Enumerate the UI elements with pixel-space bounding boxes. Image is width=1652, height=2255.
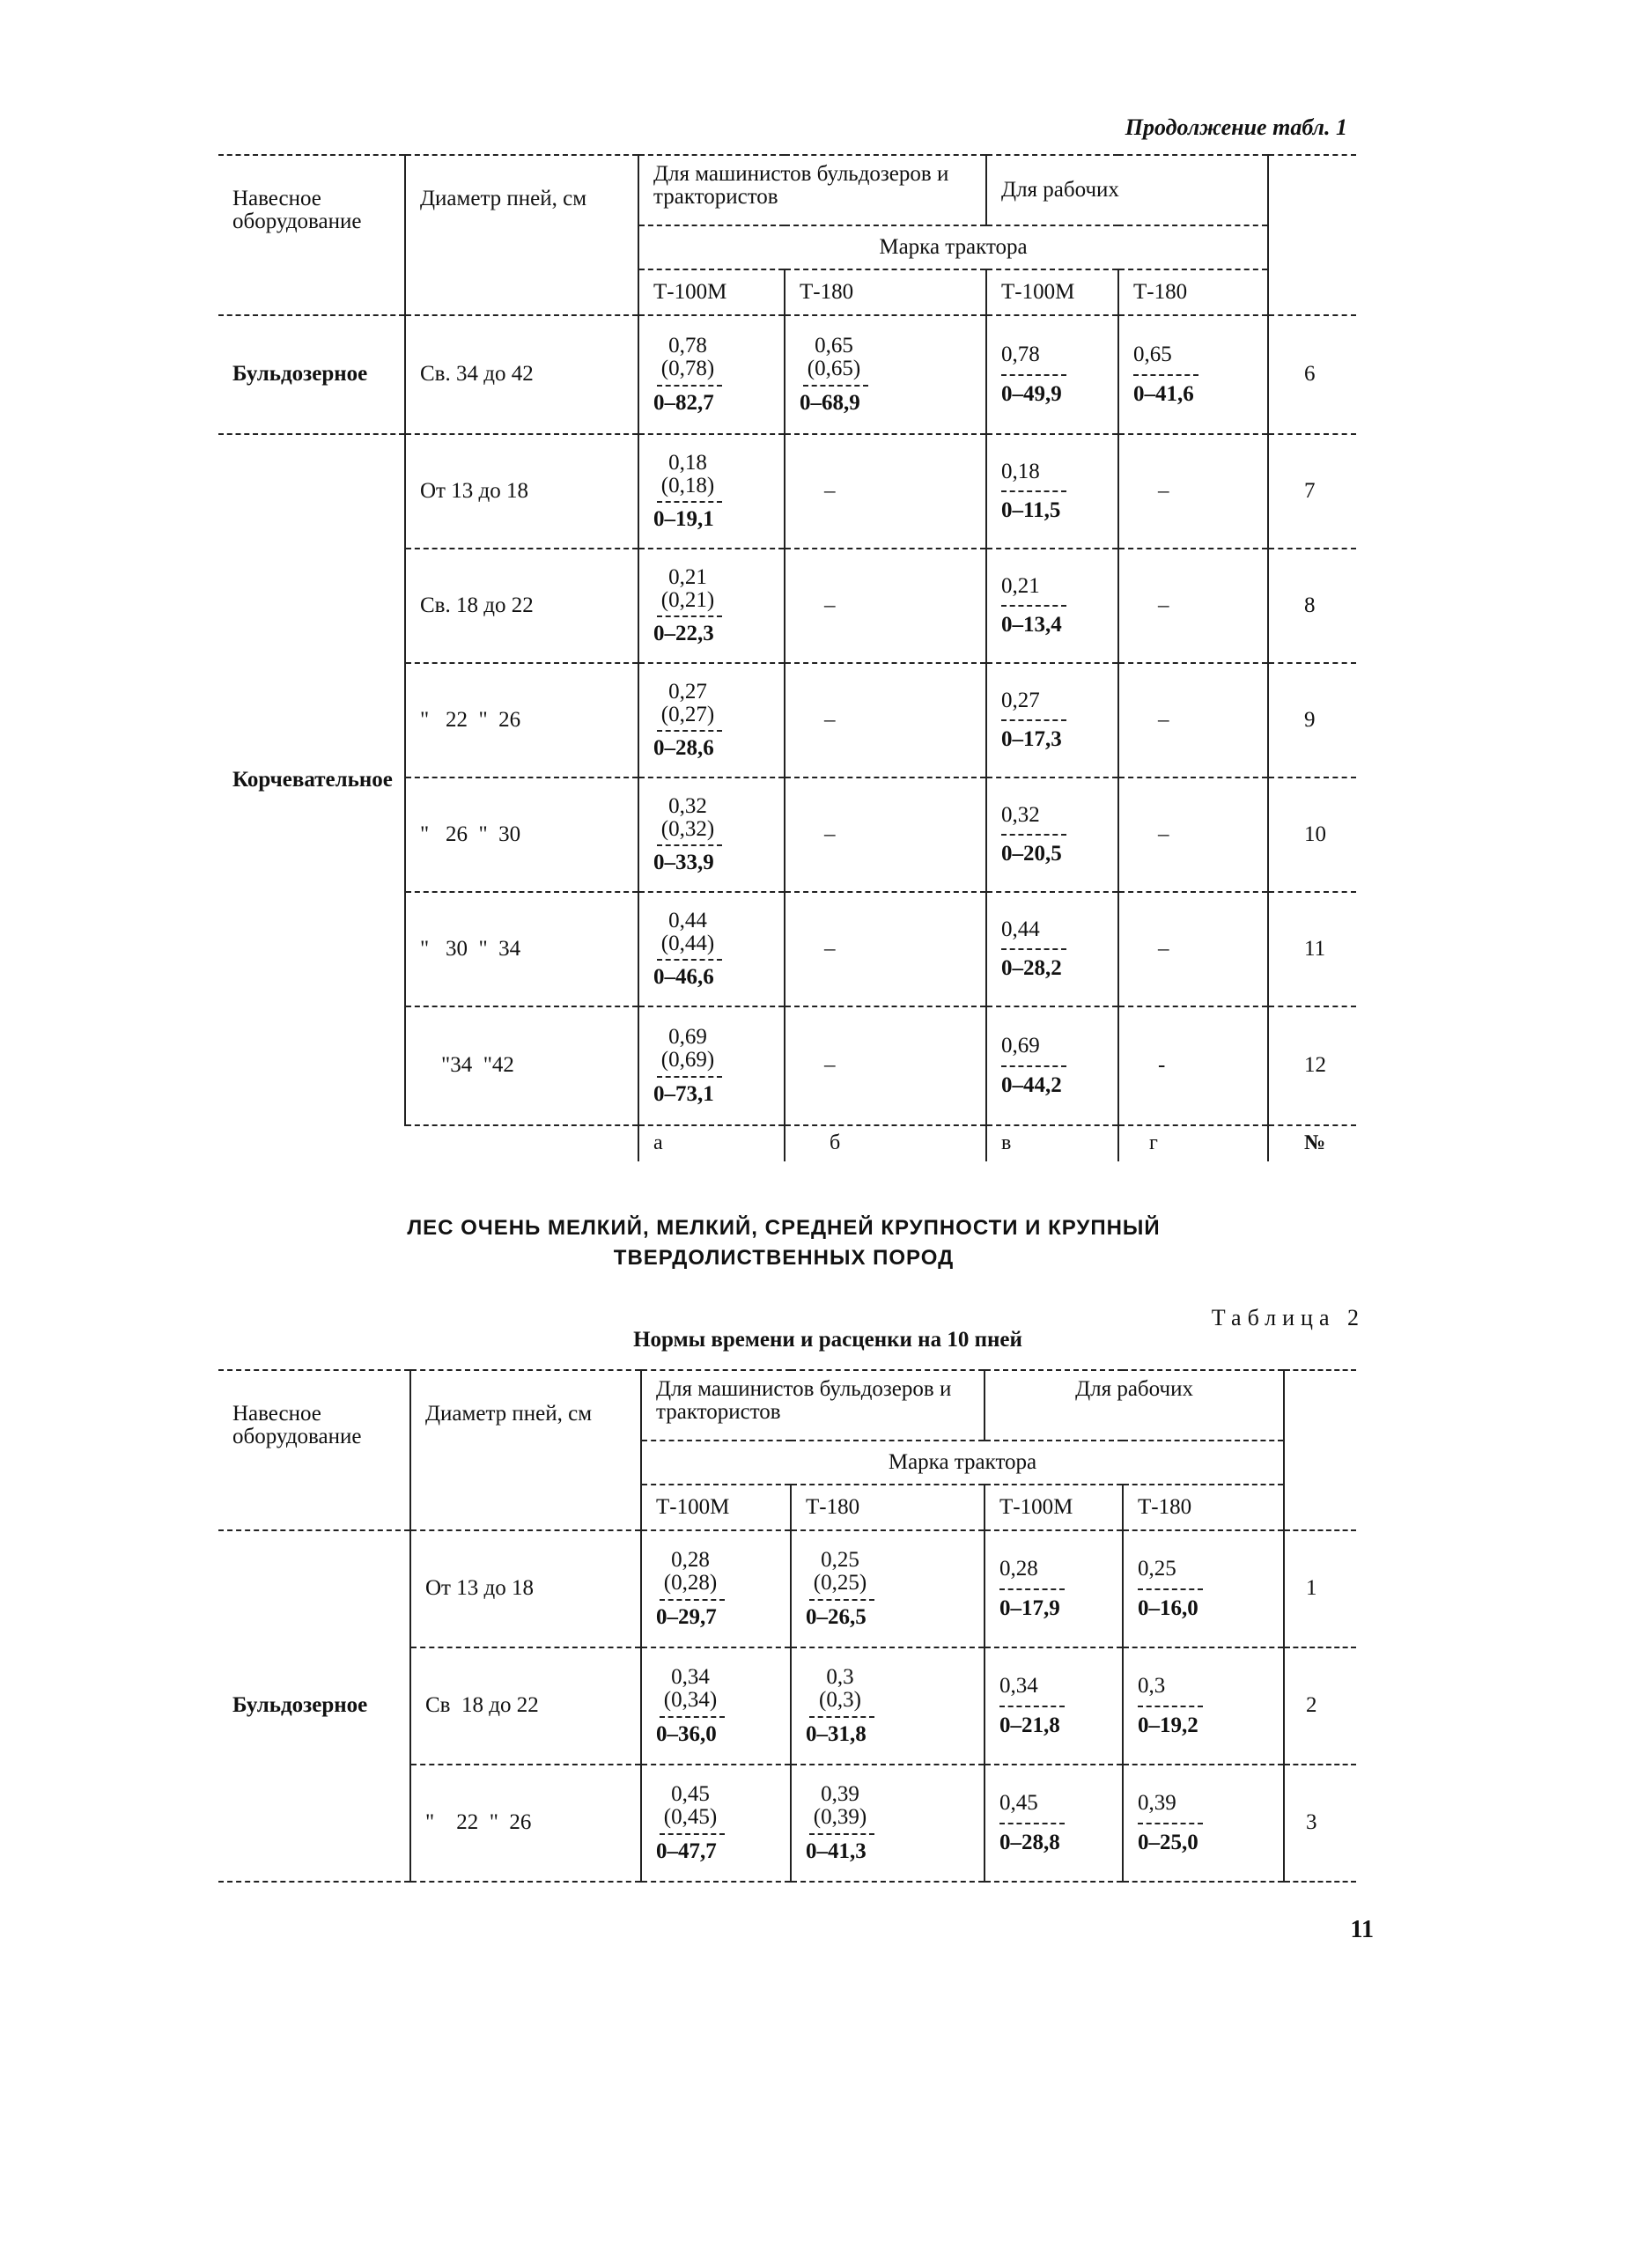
rate-value: 0,28 <box>671 1548 710 1573</box>
price-value: 0–47,7 <box>656 1839 717 1863</box>
fraction-divider <box>660 1716 725 1718</box>
rate-value: 0,44 <box>668 908 707 932</box>
price-value: 0–41,6 <box>1133 381 1194 406</box>
diameter-cell: "34 "42 <box>405 1006 638 1125</box>
diameter-cell: Св. 18 до 22 <box>405 549 638 663</box>
value-cell <box>986 434 1118 549</box>
value-cell <box>986 892 1118 1006</box>
fraction-divider <box>1138 1823 1203 1824</box>
diameter-cell: От 13 до 18 <box>410 1530 641 1647</box>
price-value: 0–11,5 <box>1001 498 1061 522</box>
price-value: 0–73,1 <box>653 1081 714 1106</box>
rate-value: 0,25 <box>821 1548 859 1573</box>
price-value: 0–25,0 <box>1138 1830 1198 1854</box>
rate-value: 0,65 <box>815 334 853 358</box>
fraction-divider <box>1001 834 1066 836</box>
price-value: 0–33,9 <box>653 851 714 875</box>
diameter-cell: Св 18 до 22 <box>410 1647 641 1765</box>
price-value: 0–82,7 <box>653 390 714 415</box>
value-cell <box>985 1765 1123 1882</box>
fraction-divider <box>803 385 868 387</box>
rate-value: 0,18 <box>668 450 707 475</box>
value-cell <box>641 1530 791 1647</box>
continuation-note: Продолжение табл. 1 <box>1125 114 1347 140</box>
section-title-line: ТВЕРДОЛИСТВЕННЫХ ПОРОД <box>613 1246 955 1270</box>
fraction-divider <box>657 959 722 961</box>
price-value: 0–46,6 <box>653 965 714 990</box>
header-t180: Т-180 <box>791 1485 985 1530</box>
fraction-divider <box>657 385 722 387</box>
value-cell <box>1123 1647 1284 1765</box>
rate-value: 0,44 <box>1001 917 1040 941</box>
row-number: 10 <box>1268 777 1356 892</box>
table-caption: Нормы времени и расценки на 10 пней <box>633 1328 1022 1352</box>
value-cell <box>791 1647 985 1765</box>
row-number: 12 <box>1268 1006 1356 1125</box>
fraction-divider <box>999 1588 1065 1590</box>
dash-cell: – <box>785 1006 986 1125</box>
price-value: 0–21,8 <box>999 1713 1060 1737</box>
price-value: 0–44,2 <box>1001 1072 1062 1097</box>
table-header-row <box>218 1370 1356 1441</box>
rate-value: 0,32 <box>668 793 707 818</box>
value-cell <box>985 1647 1123 1765</box>
value-cell <box>1118 315 1268 434</box>
fraction-divider <box>1001 490 1066 492</box>
value-cell <box>986 663 1118 777</box>
norms-table-1 <box>218 154 1356 1161</box>
column-letters-row <box>218 1125 1356 1161</box>
fraction-divider <box>1138 1706 1203 1707</box>
row-number: 7 <box>1268 434 1356 549</box>
blank-cell <box>218 1125 405 1161</box>
rate-value-paren: (0,65) <box>807 357 861 381</box>
price-value: 0–29,7 <box>656 1604 717 1629</box>
price-value: 0–22,3 <box>653 622 714 646</box>
table-row <box>218 315 1356 434</box>
rate-value-paren: (0,32) <box>660 816 715 841</box>
rate-value-paren: (0,45) <box>663 1805 718 1830</box>
column-letter: г <box>1118 1125 1268 1161</box>
price-value: 0–26,5 <box>806 1604 867 1629</box>
rate-value-paren: (0,28) <box>663 1571 718 1595</box>
dash-cell: – <box>785 434 986 549</box>
section-title <box>264 1213 1303 1273</box>
rate-value-paren: (0,25) <box>813 1571 867 1595</box>
dash-cell: – <box>785 892 986 1006</box>
fraction-divider <box>660 1833 725 1835</box>
price-value: 0–41,3 <box>806 1839 867 1863</box>
header-equipment: Навесное оборудование <box>218 1370 410 1530</box>
price-value: 0–19,1 <box>653 507 714 532</box>
fraction-divider <box>657 615 722 617</box>
rate-value: 0,78 <box>1001 343 1040 367</box>
fraction-divider <box>657 1076 722 1078</box>
row-number: 8 <box>1268 549 1356 663</box>
fraction-divider <box>1133 374 1198 376</box>
rate-value-paren: (0,27) <box>660 702 715 726</box>
value-cell <box>986 315 1118 434</box>
header-t180: Т-180 <box>785 269 986 315</box>
value-cell <box>785 315 986 434</box>
header-number-col <box>1284 1370 1356 1530</box>
diameter-cell: От 13 до 18 <box>405 434 638 549</box>
row-number: 6 <box>1268 315 1356 434</box>
price-value: 0–17,9 <box>999 1595 1060 1620</box>
rate-value: 0,69 <box>1001 1034 1040 1058</box>
price-value: 0–16,0 <box>1138 1595 1198 1620</box>
header-number-col <box>1268 155 1356 315</box>
diameter-cell: " 26 " 30 <box>405 777 638 892</box>
rate-value: 0,3 <box>1138 1674 1166 1699</box>
blank-cell <box>405 1125 638 1161</box>
dash-cell: – <box>785 549 986 663</box>
rate-value: 0,27 <box>668 679 707 704</box>
header-t100m: Т-100М <box>638 269 785 315</box>
rate-value: 0,3 <box>826 1665 854 1690</box>
price-value: 0–13,4 <box>1001 613 1062 637</box>
fraction-divider <box>1001 605 1066 607</box>
price-value: 0–28,6 <box>653 736 714 761</box>
rate-value: 0,39 <box>1138 1791 1176 1816</box>
row-number: 2 <box>1284 1647 1356 1765</box>
header-equipment: Навесное оборудование <box>218 155 405 315</box>
rate-value: 0,28 <box>999 1557 1038 1581</box>
column-letter: б <box>785 1125 986 1161</box>
rate-value: 0,45 <box>671 1782 710 1807</box>
value-cell <box>791 1530 985 1647</box>
rate-value: 0,21 <box>1001 573 1040 598</box>
fraction-divider <box>657 501 722 503</box>
diameter-cell: " 30 " 34 <box>405 892 638 1006</box>
value-cell <box>638 315 785 434</box>
norms-table-2 <box>218 1369 1356 1883</box>
header-workers: Для рабочих <box>986 155 1268 225</box>
fraction-divider <box>1001 948 1066 950</box>
header-diameter: Диаметр пней, см <box>405 155 638 315</box>
dash-cell: – <box>785 777 986 892</box>
equipment-cell: Бульдозерное <box>218 315 405 434</box>
fraction-divider <box>809 1833 874 1835</box>
dash-cell: - <box>1118 1006 1268 1125</box>
header-workers: Для рабочих <box>985 1370 1284 1441</box>
header-tractor-brand: Марка трактора <box>638 225 1268 269</box>
fraction-divider <box>657 730 722 732</box>
dash-cell: – <box>1118 892 1268 1006</box>
dash-cell: – <box>1118 549 1268 663</box>
table-label: Таблица 2 <box>1211 1305 1365 1330</box>
rate-value-paren: (0,69) <box>660 1048 715 1072</box>
row-number: 11 <box>1268 892 1356 1006</box>
equipment-cell: Бульдозерное <box>218 1530 410 1882</box>
value-cell <box>638 777 785 892</box>
value-cell <box>638 1006 785 1125</box>
fraction-divider <box>1001 1065 1066 1067</box>
value-cell <box>638 434 785 549</box>
dash-cell: – <box>1118 663 1268 777</box>
fraction-divider <box>657 844 722 846</box>
fraction-divider <box>1001 374 1066 376</box>
header-t100m: Т-100М <box>641 1485 791 1530</box>
header-t180: Т-180 <box>1123 1485 1284 1530</box>
fraction-divider <box>1001 719 1066 721</box>
table-header-row <box>218 155 1356 225</box>
diameter-cell: " 22 " 26 <box>410 1765 641 1882</box>
rate-value: 0,27 <box>1001 688 1040 712</box>
price-value: 0–68,9 <box>800 390 860 415</box>
rate-value: 0,21 <box>668 564 707 589</box>
rate-value: 0,25 <box>1138 1557 1176 1581</box>
price-value: 0–31,8 <box>806 1721 867 1746</box>
value-cell <box>638 549 785 663</box>
rate-value-paren: (0,18) <box>660 473 715 497</box>
row-number: 1 <box>1284 1530 1356 1647</box>
fraction-divider <box>999 1706 1065 1707</box>
table-row <box>218 434 1356 549</box>
fraction-divider <box>809 1599 874 1601</box>
fraction-divider <box>809 1716 874 1718</box>
value-cell <box>641 1647 791 1765</box>
dash-cell: – <box>1118 777 1268 892</box>
diameter-cell: " 22 " 26 <box>405 663 638 777</box>
header-t100m: Т-100М <box>986 269 1118 315</box>
price-value: 0–19,2 <box>1138 1713 1198 1737</box>
header-t100m: Т-100М <box>985 1485 1123 1530</box>
rate-value: 0,78 <box>668 334 707 358</box>
rate-value-paren: (0,39) <box>813 1805 867 1830</box>
price-value: 0–28,8 <box>999 1830 1060 1854</box>
price-value: 0–20,5 <box>1001 842 1062 866</box>
rate-value-paren: (0,3) <box>819 1688 861 1713</box>
value-cell <box>986 777 1118 892</box>
value-cell <box>986 549 1118 663</box>
rate-value-paren: (0,78) <box>660 357 715 381</box>
fraction-divider <box>660 1599 725 1601</box>
rate-value: 0,34 <box>999 1674 1038 1699</box>
price-value: 0–17,3 <box>1001 727 1062 751</box>
rate-value-paren: (0,44) <box>660 931 715 955</box>
price-value: 0–36,0 <box>656 1721 717 1746</box>
rate-value: 0,34 <box>671 1665 710 1690</box>
dash-cell: – <box>1118 434 1268 549</box>
section-title-line: ЛЕС ОЧЕНЬ МЕЛКИЙ, МЕЛКИЙ, СРЕДНЕЙ КРУПНОСТИ И КРУПНЫЙ <box>407 1216 1161 1240</box>
value-cell <box>791 1765 985 1882</box>
rate-value: 0,39 <box>821 1782 859 1807</box>
row-number: 3 <box>1284 1765 1356 1882</box>
column-letter: а <box>638 1125 785 1161</box>
value-cell <box>986 1006 1118 1125</box>
column-letter: № <box>1304 1131 1326 1155</box>
rate-value-paren: (0,34) <box>663 1688 718 1713</box>
value-cell <box>638 892 785 1006</box>
fraction-divider <box>999 1823 1065 1824</box>
header-operators: Для машинистов бульдозеров и трактористов <box>638 155 986 225</box>
value-cell <box>641 1765 791 1882</box>
rate-value: 0,45 <box>999 1791 1038 1816</box>
header-operators: Для машинистов бульдозеров и трактористов <box>641 1370 985 1441</box>
page-number: 11 <box>1350 1916 1374 1943</box>
price-value: 0–28,2 <box>1001 956 1062 980</box>
value-cell <box>1123 1765 1284 1882</box>
row-number: 9 <box>1268 663 1356 777</box>
value-cell <box>985 1530 1123 1647</box>
table-row <box>218 1530 1356 1647</box>
rate-value: 0,18 <box>1001 459 1040 483</box>
column-letter: в <box>986 1125 1118 1161</box>
rate-value: 0,65 <box>1133 343 1172 367</box>
header-tractor-brand: Марка трактора <box>641 1441 1284 1485</box>
rate-value-paren: (0,21) <box>660 587 715 612</box>
fraction-divider <box>1138 1588 1203 1590</box>
header-diameter: Диаметр пней, см <box>410 1370 641 1530</box>
rate-value: 0,32 <box>1001 802 1040 827</box>
header-t180: Т-180 <box>1118 269 1268 315</box>
dash-cell: – <box>785 663 986 777</box>
price-value: 0–49,9 <box>1001 381 1062 406</box>
diameter-cell: Св. 34 до 42 <box>405 315 638 434</box>
value-cell <box>1123 1530 1284 1647</box>
value-cell <box>638 663 785 777</box>
equipment-cell: Корчевательное <box>232 767 393 792</box>
rate-value: 0,69 <box>668 1025 707 1050</box>
